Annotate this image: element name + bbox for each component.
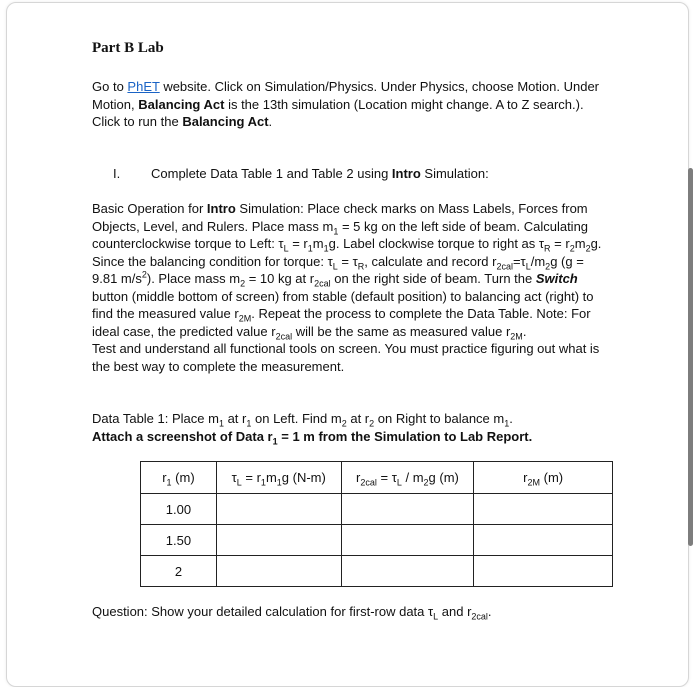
cell-r2cal[interactable] <box>341 556 474 587</box>
header-torque: $\tau_L = r_1m_1g$ (N-m) <box>216 462 341 494</box>
practice-note: Test and understand all functional tools on screen. You must practice figuring out what is the best way to complete the measurement. <box>92 341 600 374</box>
cell-r2m[interactable] <box>474 494 613 525</box>
list-item-number: I. <box>113 166 121 181</box>
table-header-row <box>141 462 613 494</box>
table-row <box>141 525 613 556</box>
cell-r1: 2 <box>141 556 217 587</box>
header-r2cal: $r_{2cal} = \tau_L / m_2g$ (m) <box>341 462 474 494</box>
table-row <box>141 494 613 525</box>
phet-link[interactable]: PhET <box>127 79 160 94</box>
cell-torque[interactable] <box>216 556 341 587</box>
scrollbar[interactable] <box>688 168 693 546</box>
table-row <box>141 556 613 587</box>
cell-r2cal[interactable] <box>341 494 474 525</box>
cell-torque[interactable] <box>216 525 341 556</box>
page-title: Part B Lab <box>92 40 164 56</box>
cell-r1: 1.50 <box>141 525 217 556</box>
cell-r1: 1.00 <box>141 494 217 525</box>
data-table-1 <box>140 461 613 587</box>
list-item-text: Complete Data Table 1 and Table 2 using Intro Simulation: <box>151 166 489 181</box>
header-r1: $r_1$ (m) <box>141 462 217 494</box>
cell-r2cal[interactable] <box>341 525 474 556</box>
cell-torque[interactable] <box>216 494 341 525</box>
cell-r2m[interactable] <box>474 525 613 556</box>
table-intro: Data Table 1: Place $m_1$ at $r_1$ on Left. Find $m_2$ at $r_2$ on Right to balance $m_1$. Attach a screenshot of Data $r_1 = 1$ m from the Simulation to Lab Report. <box>92 411 533 447</box>
question-text: Question: Show your detailed calculation for first-row data $\tau_L$ and $r_{2cal}$. <box>92 604 492 622</box>
intro-paragraph: Go to PhET website. Click on Simulation/Physics. Under Physics, choose Motion. Under Motion, Balancing Act is the 13th simulation (Location might change. A to Z search.). Click to run the Balancing Act. <box>92 79 599 129</box>
basic-operation-paragraph: Basic Operation for Intro Simulation: Place check marks on Mass Labels, Forces from Objects, Level, and Rulers. Place mass $m_1 = 5$ kg on the left side of beam. Calculating counterclockwise torque to Left: $\tau_L = r_1m_1g$. Label clockwise torque to right as $\tau_R = r_2m_2g$. Since the balancing condition for torque: $\tau_L = \tau_R$, calculate and record $r_{2cal}=\tau_L/m_2g$ (g = 9.81 $m/s^2$). Place mass $m_2 = 10$ kg at $r_{2cal}$ on the right side of beam. Turn the Switch button (middle bottom of screen) from stable (default position) to balancing act (right) to find the measured value $r_{2M}$. Repeat the process to complete the Data Table. Note: For ideal case, the predicted value $r_{2cal}$ will be the same as measured value $r_{2M}$. Test and understand all functional tools on screen. You must practice figuring out what is the best way to complete the measurement. <box>92 201 602 374</box>
screenshot-instruction: Attach a screenshot of Data $r_1 = 1$ m from the Simulation to Lab Report. <box>92 428 533 447</box>
cell-r2m[interactable] <box>474 556 613 587</box>
header-r2m: $r_{2M}$ (m) <box>474 462 613 494</box>
